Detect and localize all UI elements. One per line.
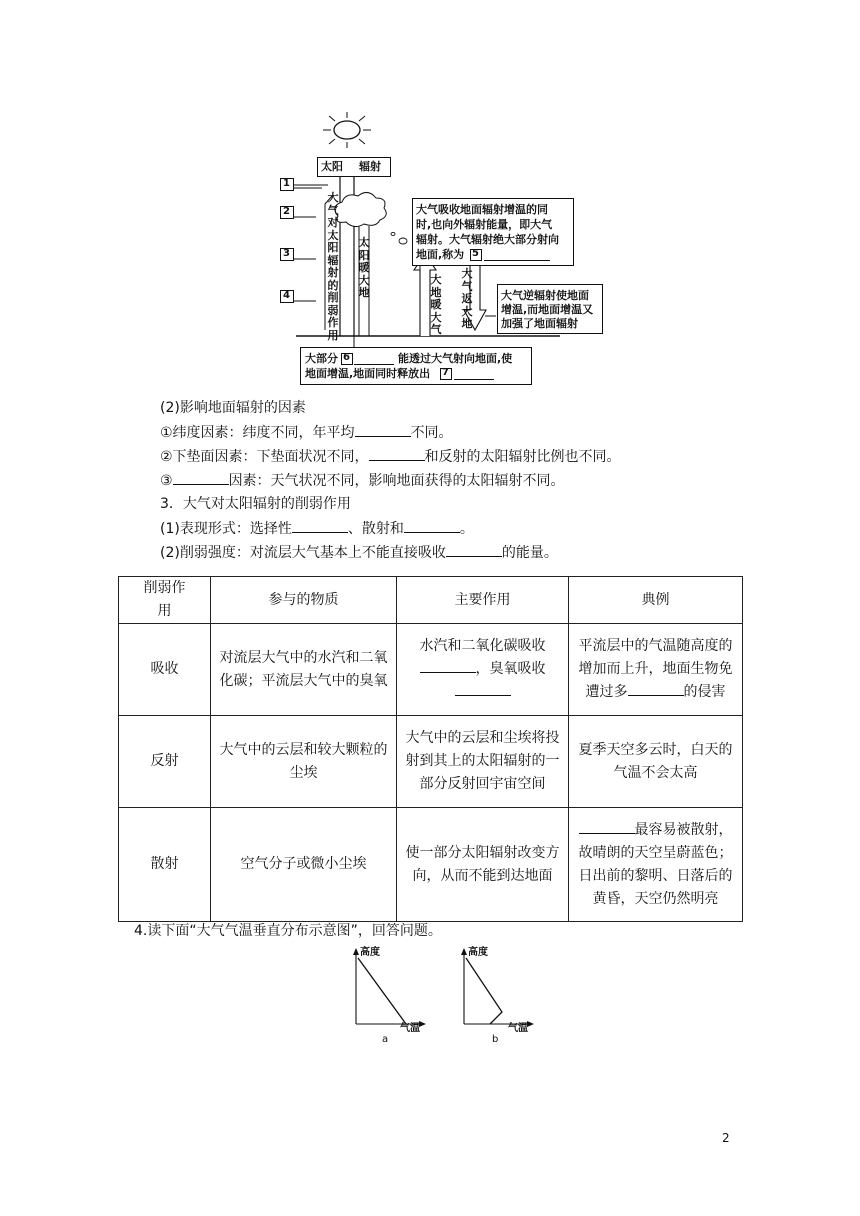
section2-title: (2)影响地面辐射的因素	[160, 400, 306, 416]
section3-title: 3．大气对太阳辐射的削弱作用	[160, 496, 351, 512]
sun-warms-label: 太阳暖大地	[358, 236, 370, 299]
marker-1: 1	[283, 178, 290, 189]
section3-line1: (1)表现形式：选择性 、散射和 。	[160, 518, 474, 539]
section2-line2: ②下垫面因素：下垫面状况不同， 和反射的太阳辐射比例也不同。	[160, 446, 621, 467]
graph-b-y-label: 高度	[468, 947, 488, 958]
marker-2: 2	[283, 206, 290, 217]
marker-6: 6	[343, 352, 350, 363]
header-weakening: 削弱作用	[119, 577, 211, 624]
section2-line3: ③ 因素：天气状况不同，影响地面获得的太阳辐射不同。	[160, 470, 565, 491]
header-material: 参与的物质	[211, 577, 397, 624]
header-effect: 主要作用	[397, 577, 569, 624]
table-row: 反射 大气中的云层和较大颗粒的尘埃 大气中的云层和尘埃将投射到其上的太阳辐射的一部分反射回宇宙空间 夏季天空多云时，白天的气温不会太高	[119, 716, 743, 808]
sun-label: 太阳	[321, 160, 343, 173]
marker-3: 3	[283, 248, 290, 259]
table-row: 散射 空气分子或微小尘埃 使一部分太阳辐射改变方向，从而不能到达地面 最容易被散射，故晴朗的天空呈蔚蓝色；日出前的黎明、日落后的黄昏，天空仍然明亮	[119, 808, 743, 922]
section3-line2: (2)削弱强度：对流层大气基本上不能直接吸收 的能量。	[160, 542, 558, 563]
graph-a-x-label: 气温	[400, 1023, 420, 1034]
graph-a-y-label: 高度	[360, 947, 380, 958]
ground-warms-label: 大地暖大气	[430, 273, 442, 336]
question4-prompt: 4.读下面“大气气温垂直分布示意图”，回答问题。	[134, 923, 442, 939]
header-example: 典例	[569, 577, 743, 624]
weakening-table	[118, 576, 743, 922]
atm-returns-label: 大气返大地	[461, 267, 473, 330]
marker-7: 7	[442, 367, 449, 378]
table-header-row	[119, 577, 743, 624]
sun-icon	[323, 112, 371, 148]
weakening-label: 大气对太阳辐射的削弱作用	[327, 191, 339, 342]
marker-5: 5	[472, 248, 479, 259]
table-row: 吸收 对流层大气中的水汽和二氧化碳；平流层大气中的臭氧 水汽和二氧化碳吸收 ，臭氧吸收 平流层中的气温随高度的增加而上升，地面生物免遭过多 的侵害	[119, 624, 743, 716]
page-number: 2	[722, 1131, 730, 1145]
graph-b-label: b	[492, 1034, 499, 1045]
marker-4: 4	[283, 290, 290, 301]
graph-a-label: a	[382, 1034, 389, 1045]
radiation-label: 辐射	[359, 160, 381, 173]
graph-b-x-label: 气温	[508, 1023, 528, 1034]
section2-line1: ①纬度因素：纬度不同，年平均 不同。	[160, 422, 453, 443]
